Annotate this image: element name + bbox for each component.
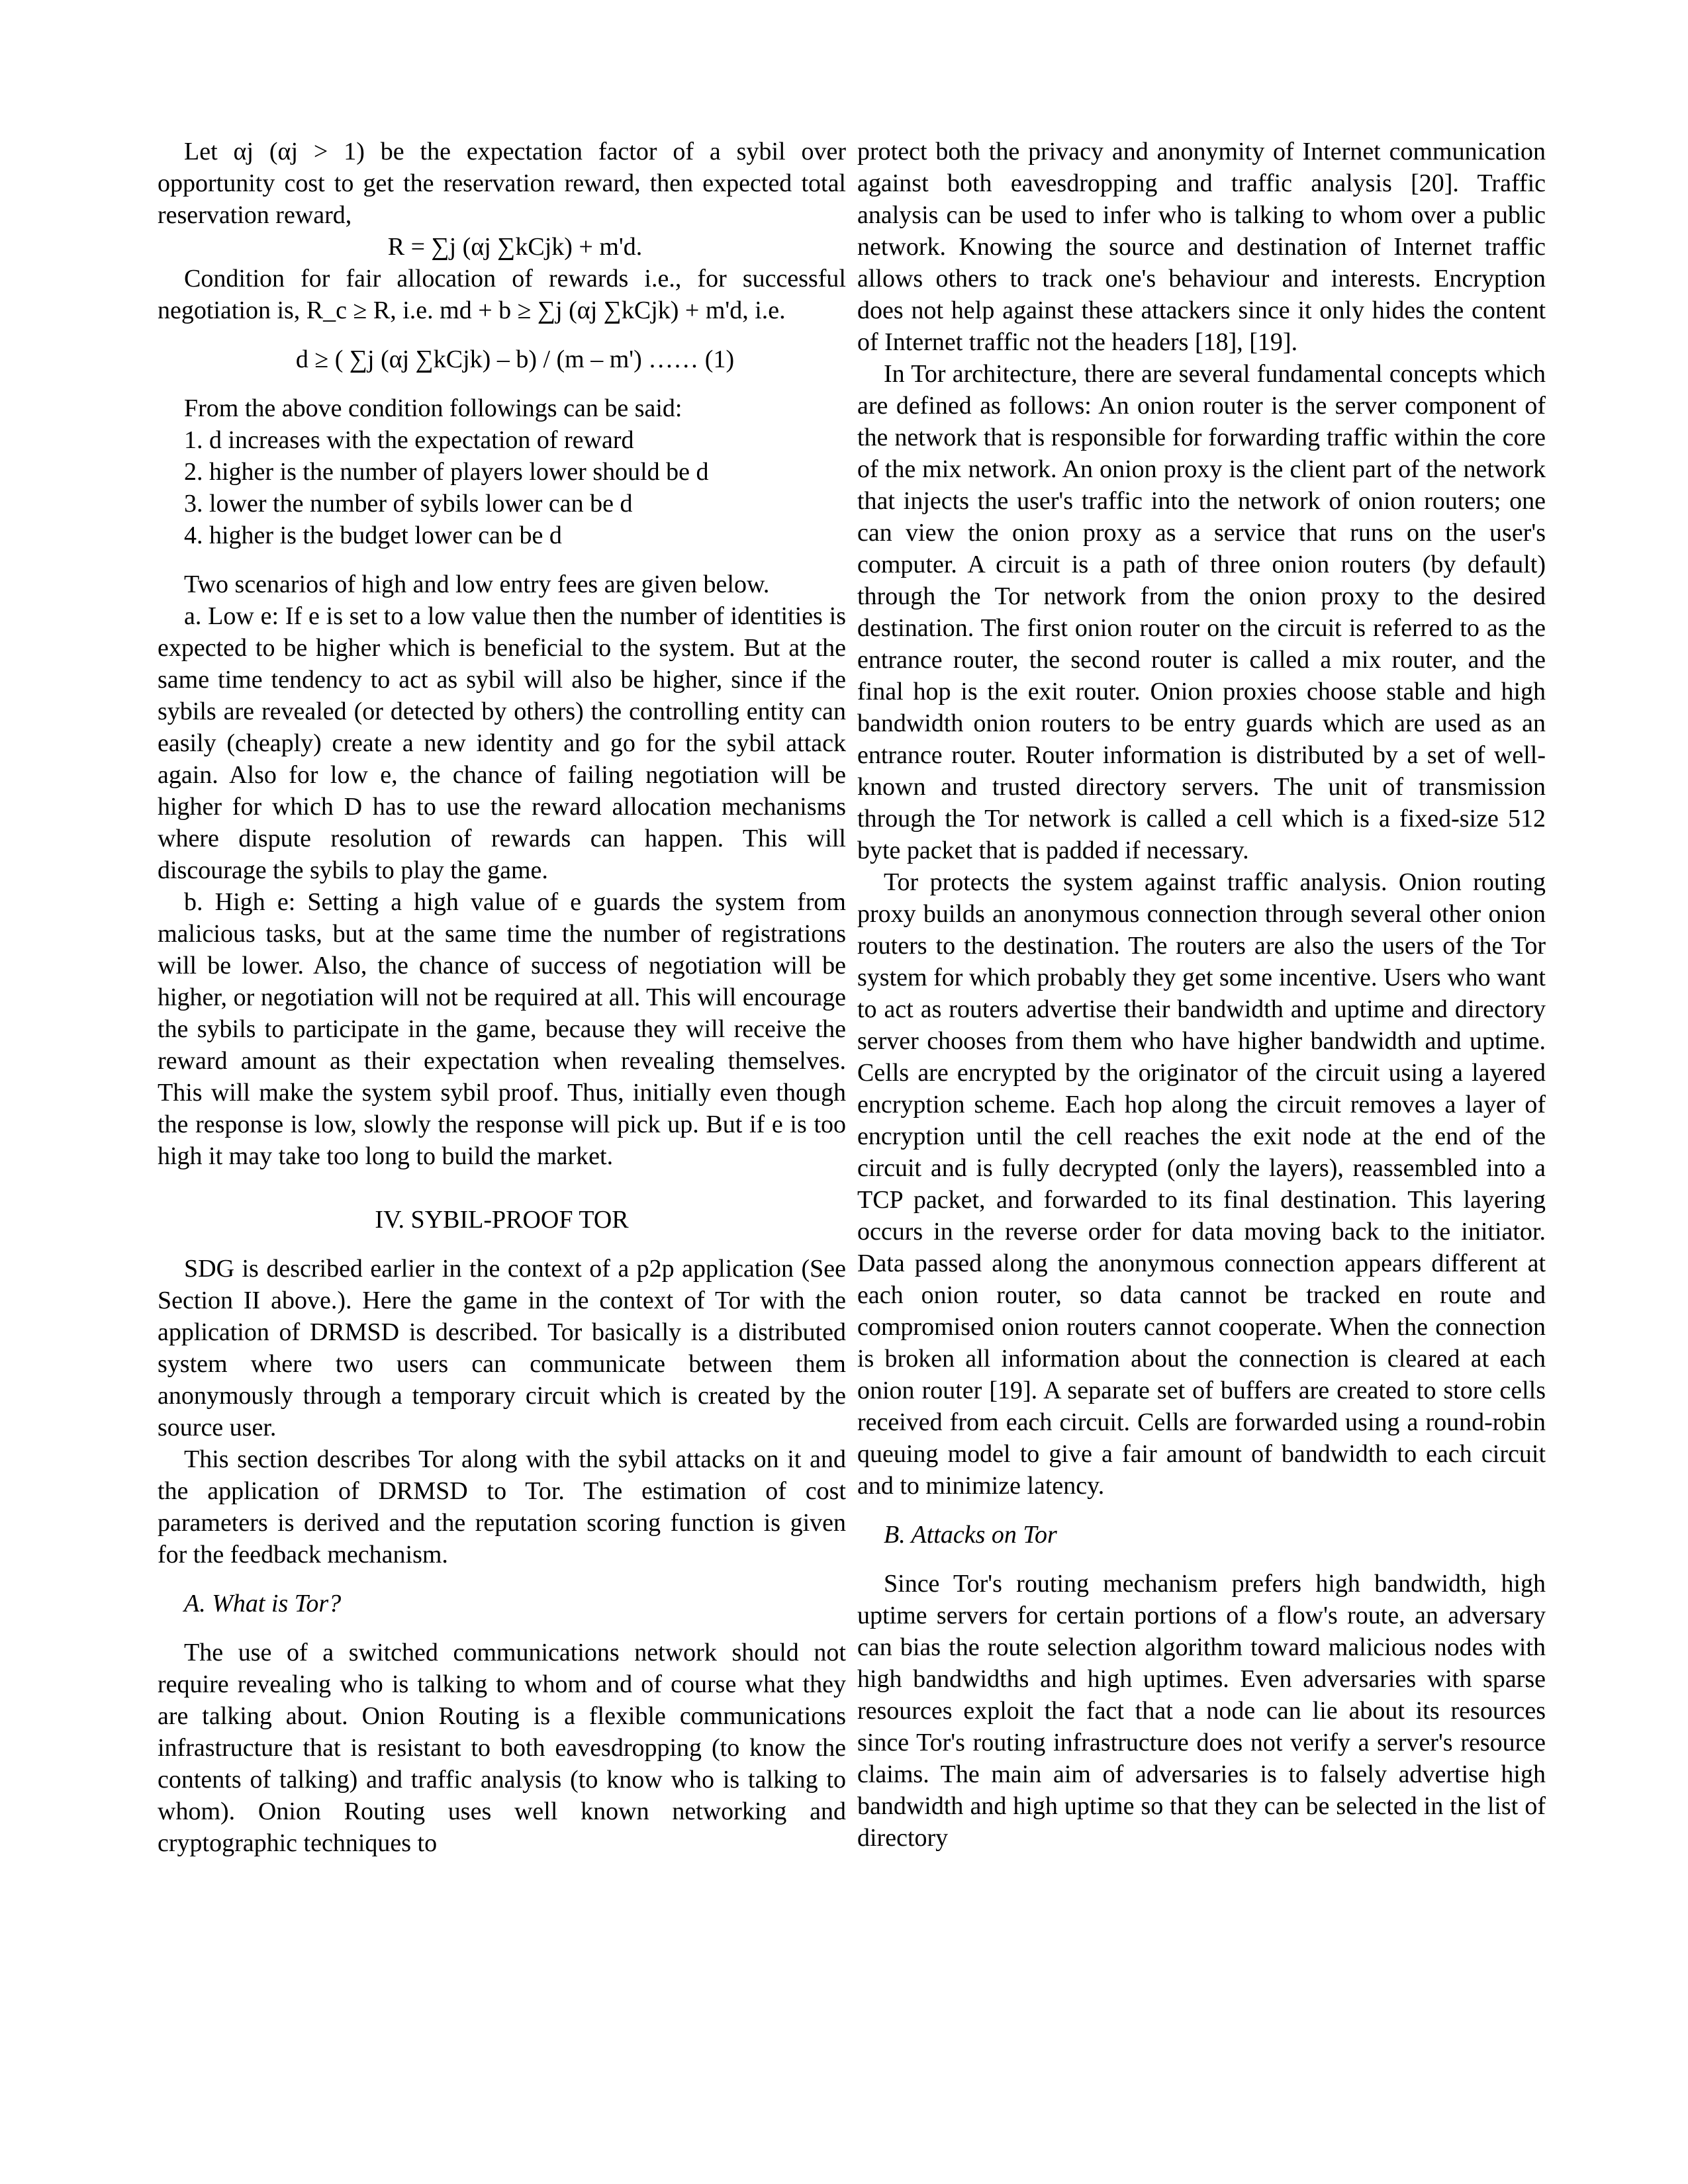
right-column [857,136,1546,1854]
equation-1: d ≥ ( ∑j (αj ∑kCjk) – b) / (m – m') …… (1) [295,345,735,373]
paragraph-expectation-factor: Let αj (αj > 1) be the expectation factor of a sybil over opportunity cost to get the reservation reward, then expected total reservation reward, [158,138,846,229]
paragraph-traffic-analysis: Tor protects the system against traffic analysis. Onion routing proxy builds an anonymous connection through several other onion routers to the destination. The routers are also the users of the Tor system for which probably they get some incentive. Users who want to act as routers advertise their bandwidth and uptime and directory server chooses from them who have higher bandwidth and uptime. Cells are encrypted by the originator of the circuit using a layered encryption scheme. Each hop along the circuit removes a layer of encryption until the cell reaches the exit node at the end of the circuit and is fully decrypted (only the layers), reassembled into a TCP packet, and forwarded to its final destination. This layering occurs in the reverse order for data moving back to the initiator. Data passed along the anonymous connection appears different at each onion router, so data cannot be tracked en route and compromised onion routers cannot cooperate. When the connection is broken all information about the connection is cleared at each onion router [19]. A separate set of buffers are created to store cells received from each circuit. Cells are forwarded using a round-robin queuing model to give a fair amount of bandwidth to each circuit and to minimize latency. [857,868,1546,1500]
list-item: 4. higher is the budget lower can be d [184,522,562,549]
subsection-heading-a: A. What is Tor? [184,1590,342,1617]
paragraph-tor-architecture: In Tor architecture, there are several fundamental concepts which are defined as follows: An onion router is the server component of the network that is responsible for forwarding traffic within the core of the mix network. An onion proxy is the client part of the network that injects the user's traffic into the network of onion routers; one can view the onion proxy as a service that runs on the user's computer. A circuit is a path of three onion routers (by default) through the Tor network from the onion proxy to the desired destination. The first onion router on the circuit is referred to as the entrance router, the second router is called a mix router, and the final hop is the exit router. Onion proxies choose stable and high bandwidth onion routers to be entry guards which are used as an entrance router. Router information is distributed by a set of well-known and trusted directory servers. The unit of transmission through the Tor network is called a cell which is a fixed-size 512 byte packet that is padded if necessary. [857,360,1546,864]
paragraph-section-overview: This section describes Tor along with the sybil attacks on it and the application of DRMSD to Tor. The estimation of cost parameters is derived and the reputation scoring function is given for the feedback mechanism. [158,1445,846,1569]
subsection-heading-b: B. Attacks on Tor [884,1521,1057,1549]
paragraph-onion-routing: The use of a switched communications network should not require revealing who is talking to whom and of course what they are talking about. Onion Routing is a flexible communications infrastructure that is resistant to both eavesdropping (to know the contents of talking) and traffic analysis (to know who is talking to whom). Onion Routing uses well known networking and cryptographic techniques to [158,1639,846,1857]
list-item: 2. higher is the number of players lower should be d [184,458,709,486]
section-heading: IV. SYBIL-PROOF TOR [375,1206,629,1234]
paragraph-fair-allocation: Condition for fair allocation of rewards i.e., for successful negotiation is, R_c ≥ R, i.e. md + b ≥ ∑j (αj ∑kCjk) + m'd, i.e. [158,265,846,324]
paragraph-conditions: From the above condition followings can be said: [184,394,682,422]
paragraph-privacy: protect both the privacy and anonymity of Internet communication against both eavesdropping and traffic analysis [20]. Traffic analysis can be used to infer who is talking to whom over a public network. Knowing the source and destination of Internet traffic allows others to track one's behaviour and interests. Encryption does not help against these attackers since it only hides the content of Internet traffic not the headers [18], [19]. [857,138,1546,356]
paragraph-scenarios: Two scenarios of high and low entry fees are given below. [184,570,770,598]
paragraph-sdg: SDG is described earlier in the context of a p2p application (See Section II above.). Here the game in the context of Tor with the application of DRMSD is described. Tor basically is a distributed system where two users can communicate between them anonymously through a temporary circuit which is created by the source user. [158,1255,846,1441]
paragraph-high-e: b. High e: Setting a high value of e guards the system from malicious tasks, but at the same time the number of registrations will be lower. Also, the chance of success of negotiation will be higher, or negotiation will not be required at all. This will encourage the sybils to participate in the game, because they will receive the reward amount as their expectation when revealing themselves. This will make the system sybil proof. Thus, initially even though the response is low, slowly the response will pick up. But if e is too high it may take too long to build the market. [158,888,846,1170]
left-column [158,136,846,1859]
list-item: 1. d increases with the expectation of reward [184,426,634,454]
paragraph-low-e: a. Low e: If e is set to a low value then the number of identities is expected to be higher which is beneficial to the system. But at the same time tendency to act as sybil will also be higher, since if the sybils are revealed (or detected by others) the controlling entity can easily (cheaply) create a new identity and go for the sybil attack again. Also for low e, the chance of failing negotiation will be higher for which D has to use the reward allocation mechanisms where dispute resolution of rewards can happen. This will discourage the sybils to play the game. [158,602,846,884]
list-item: 3. lower the number of sybils lower can be d [184,490,633,518]
equation-total-reward: R = ∑j (αj ∑kCjk) + m'd. [387,233,643,261]
paragraph-attacks: Since Tor's routing mechanism prefers high bandwidth, high uptime servers for certain portions of a flow's route, an adversary can bias the route selection algorithm toward malicious nodes with high bandwidths and high uptimes. Even adversaries with sparse resources exploit the fact that a node can lie about its resources since Tor's routing infrastructure does not verify a server's resource claims. The main aim of adversaries is to falsely advertise high bandwidth and high uptime so that they can be selected in the list of directory [857,1570,1546,1852]
